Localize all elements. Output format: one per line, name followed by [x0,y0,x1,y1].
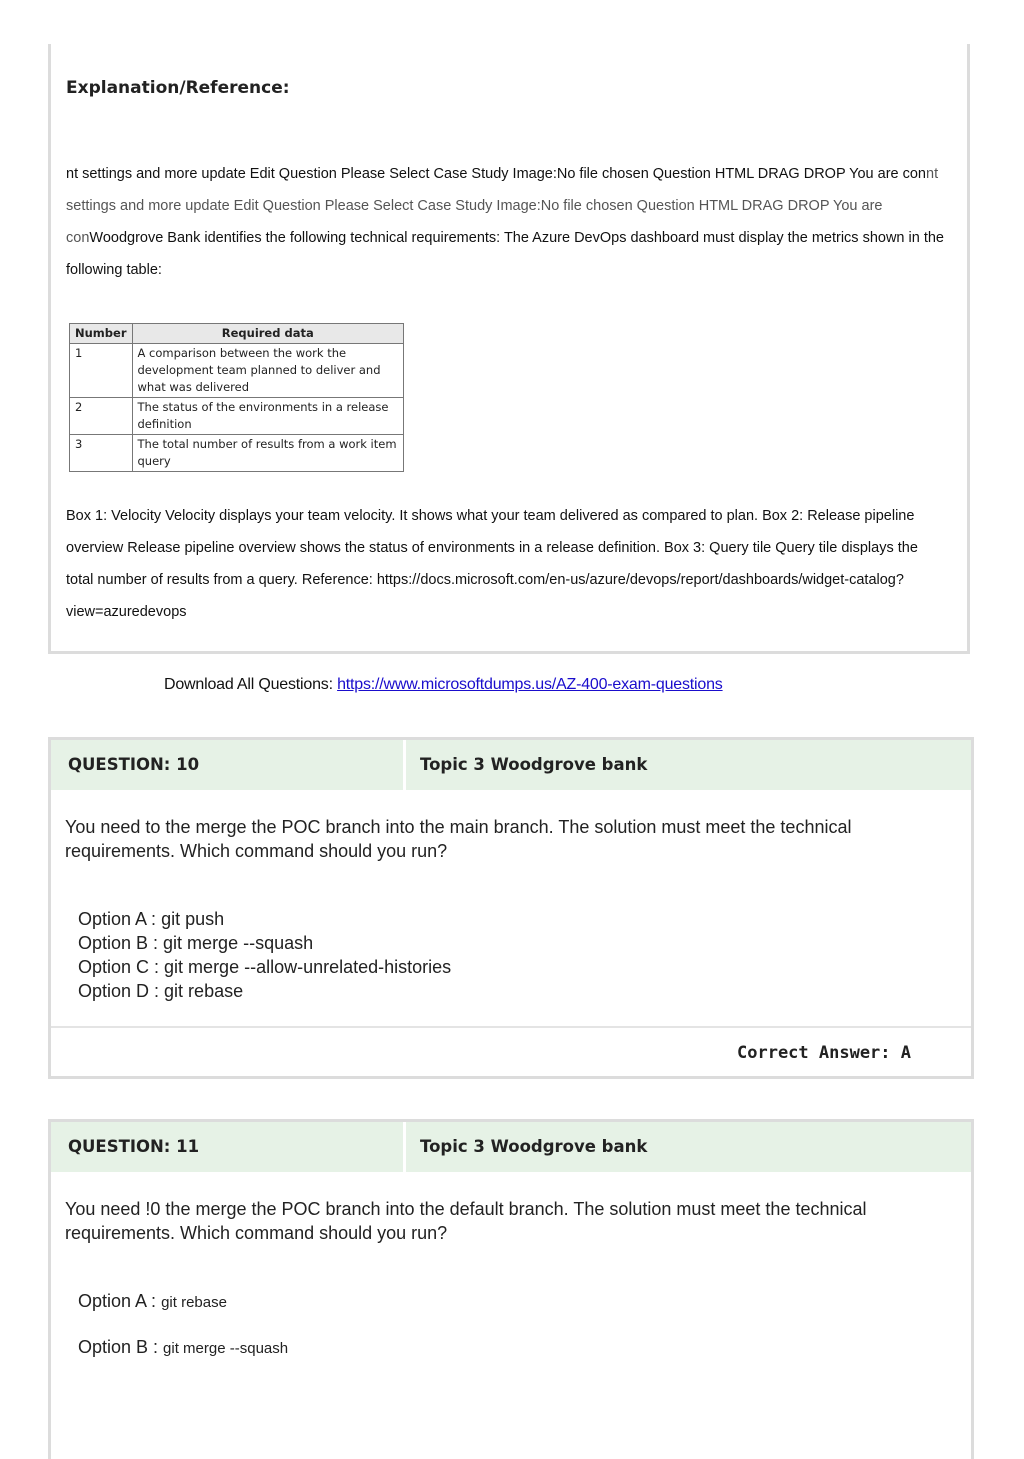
required-data-table [69,323,404,472]
download-line [164,676,723,694]
option-c [78,955,451,979]
question-card-10 [48,737,974,1079]
option-d [78,979,243,1003]
question-number: QUESTION: 11 [51,1122,406,1172]
option-b [78,1335,288,1361]
answer-row [51,1026,971,1078]
option-value: git merge --squash [163,933,314,953]
table-header-row [70,324,404,344]
option-value: git merge --squash [163,1340,289,1357]
table-cell-data: A comparison between the work the development team planned to deliver and what was delivered [132,344,404,398]
option-label: Option A : [78,909,162,929]
explanation-paragraph [66,158,958,286]
explanation-text-b: nt settings and more update Edit Question Please Select Case Study Image:No file chosen Question HTML DRAG DROP You are con [66,166,939,246]
option-value: git push [161,909,225,929]
explanation-text-c: Woodgrove Bank identifies the following technical requirements: The Azure DevOps dashboard must display the metrics shown in the following table: [66,230,944,278]
question-number: QUESTION: 10 [51,740,406,790]
download-link[interactable]: https://www.microsoftdumps.us/AZ-400-exam-questions [337,676,723,693]
correct-answer: Correct Answer: A [737,1043,911,1063]
explanation-text-a: nt settings and more update Edit Question Please Select Case Study Image:No file chosen Question HTML DRAG DROP You are con [66,166,926,182]
question-topic: Topic 3 Woodgrove bank [420,1137,648,1156]
option-a [78,1289,227,1315]
table-cell-data: The total number of results from a work item query [132,435,404,472]
option-label: Option B : [78,933,164,953]
option-label: Option C : [78,957,165,977]
option-value: git rebase [161,1294,227,1311]
question-header [51,1122,971,1172]
option-label: Option B : [78,1337,164,1357]
option-value: git rebase [164,981,244,1001]
question-text: You need to the merge the POC branch into the main branch. The solution must meet the technical requirements. Which command should you run? [65,817,852,861]
table-row [70,435,404,472]
table-cell-number: 2 [70,398,133,435]
explanation-answer-text: Box 1: Velocity Velocity displays your team velocity. It shows what your team delivered as compared to plan. Box 2: Release pipeline overview Release pipeline overview shows the status of environments in a release definition. Box 3: Query tile Query tile displays the total number of results from a query. Reference: https://docs.microsoft.com/en-us/azure/devops/report/dashboards/widget-catalog?view=azuredevops [66,508,918,620]
table-header-number: Number [70,324,133,344]
table-header-required-data: Required data [132,324,404,344]
option-b [78,931,313,955]
option-label: Option A : [78,1291,162,1311]
table-cell-number: 1 [70,344,133,398]
download-label: Download All Questions: [164,676,338,693]
explanation-title: Explanation/Reference: [66,78,290,98]
option-a [78,907,224,931]
table-cell-number: 3 [70,435,133,472]
explanation-card [48,44,970,654]
question-header [51,740,971,790]
table-row [70,398,404,435]
table-cell-data: The status of the environments in a release definition [132,398,404,435]
question-topic: Topic 3 Woodgrove bank [420,755,648,774]
question-text: You need !0 the merge the POC branch into the default branch. The solution must meet the technical requirements. Which command should you run? [65,1199,867,1243]
table-row [70,344,404,398]
option-label: Option D : [78,981,165,1001]
question-card-11 [48,1119,974,1459]
option-value: git merge --allow-unrelated-histories [164,957,452,977]
